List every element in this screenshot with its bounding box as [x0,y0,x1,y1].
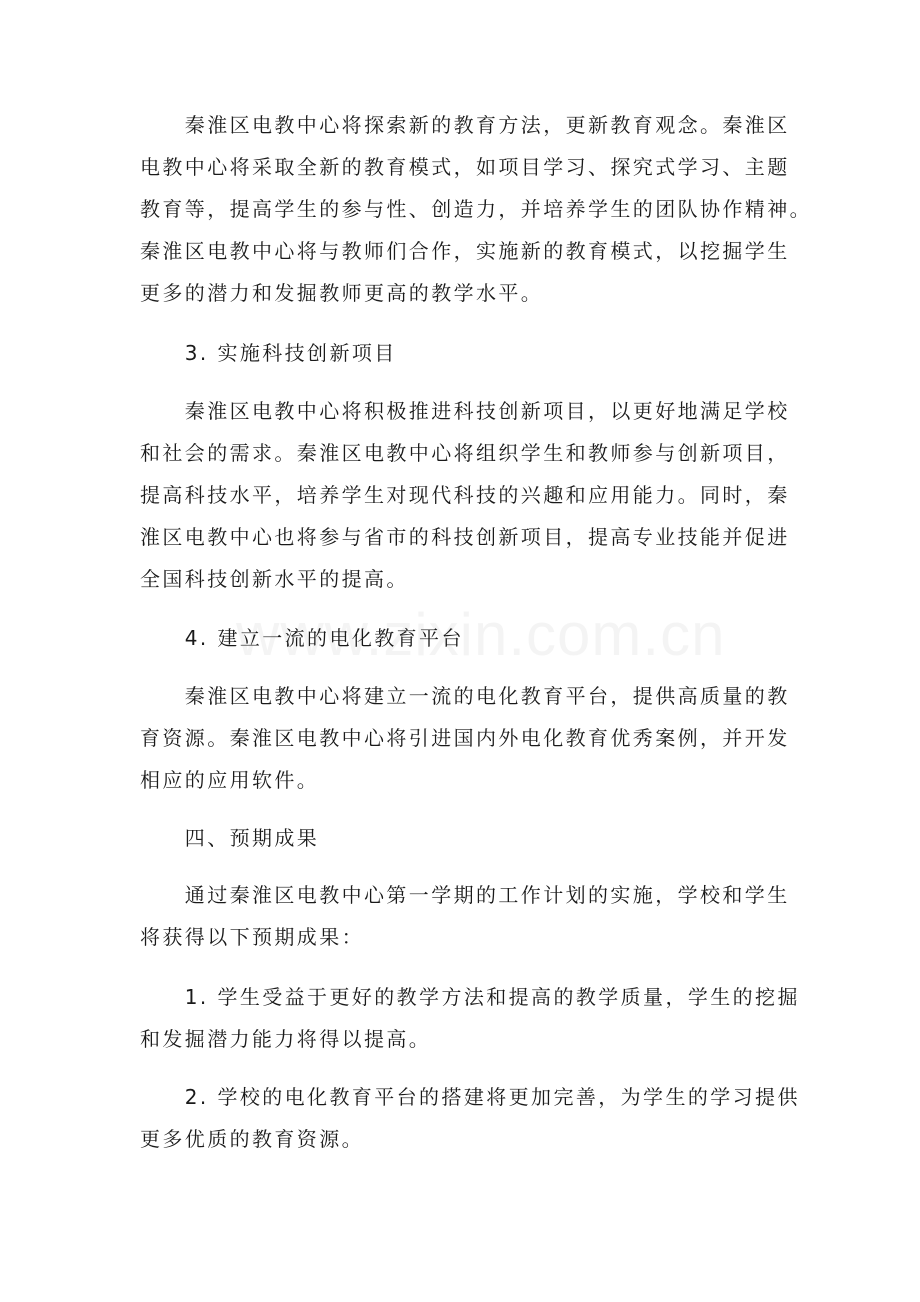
text-line: 淮区电教中心也将参与省市的科技创新项目，提高专业技能并促进 [140,525,790,549]
text-line: 更多优质的教育资源。 [140,1127,364,1151]
section-heading: 4. 建立一流的电化教育平台 [140,626,464,650]
section-heading: 四、预期成果 [140,826,320,850]
text-line: 电教中心将采取全新的教育模式，如项目学习、探究式学习、主题 [140,155,790,179]
text-line: 通过秦淮区电教中心第一学期的工作计划的实施，学校和学生 [140,883,790,907]
text-line: 更多的潜力和发掘教师更高的教学水平。 [140,281,544,305]
section-heading: 3. 实施科技创新项目 [140,341,397,365]
text-line: 将获得以下预期成果： [140,925,364,949]
text-line: 教育等，提高学生的参与性、创造力，并培养学生的团队协作精神。 [140,197,812,221]
text-line: 和发掘潜力能力将得以提高。 [140,1027,432,1051]
text-line: 相应的应用软件。 [140,768,320,792]
list-item: 1. 学生受益于更好的教学方法和提高的教学质量，学生的挖掘 [140,985,800,1009]
text-line: 育资源。秦淮区电教中心将引进国内外电化教育优秀案例，并开发 [140,726,790,750]
text-line: 秦淮区电教中心将探索新的教育方法，更新教育观念。秦淮区 [140,113,790,137]
text-line: 提高科技水平，培养学生对现代科技的兴趣和应用能力。同时，秦 [140,483,790,507]
text-line: 和社会的需求。秦淮区电教中心将组织学生和教师参与创新项目， [140,441,790,465]
text-line: 秦淮区电教中心将建立一流的电化教育平台，提供高质量的教 [140,684,790,708]
text-line: 秦淮区电教中心将积极推进科技创新项目，以更好地满足学校 [140,399,790,423]
text-line: 全国科技创新水平的提高。 [140,567,409,591]
text-line: 秦淮区电教中心将与教师们合作，实施新的教育模式，以挖掘学生 [140,239,790,263]
list-item: 2. 学校的电化教育平台的搭建将更加完善，为学生的学习提供 [140,1085,800,1109]
